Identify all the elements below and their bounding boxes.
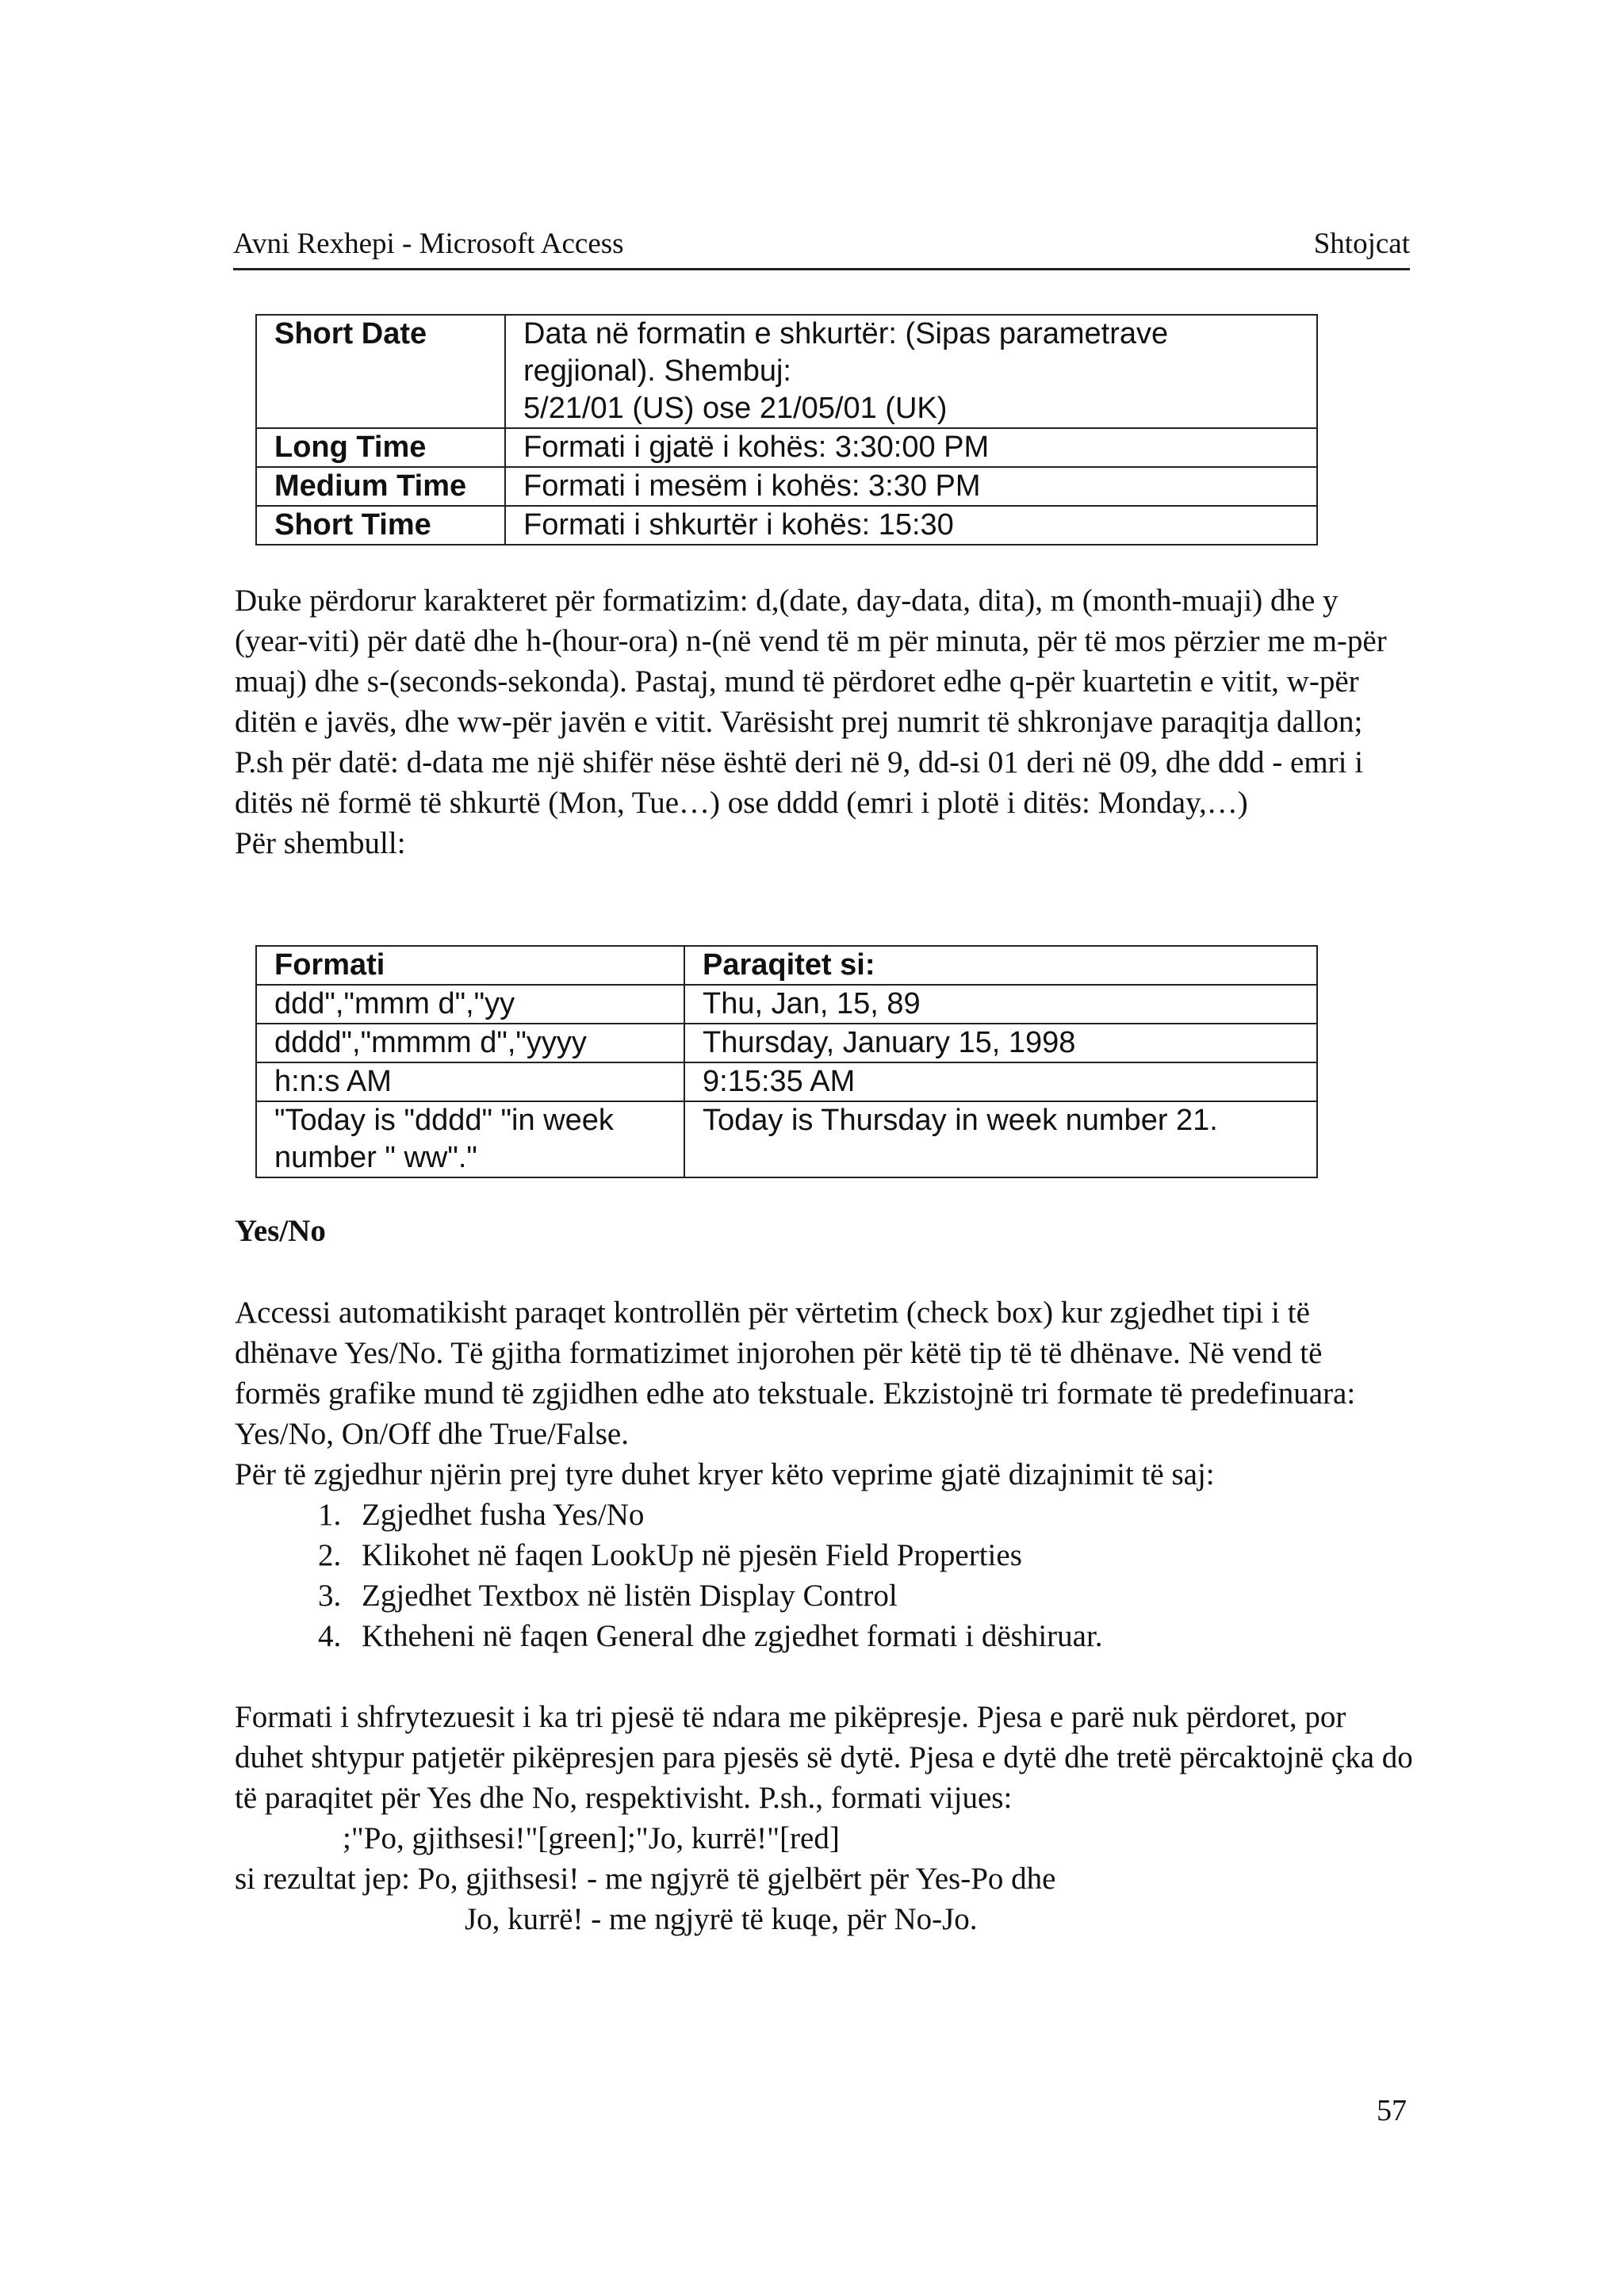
list-item: 1. Zgjedhet fusha Yes/No: [349, 1495, 1413, 1535]
table-row: [256, 1062, 1317, 1101]
table-cell: dddd","mmmm d","yyyy: [256, 1024, 684, 1062]
format-name: Long Time: [256, 428, 505, 467]
table-cell: Thu, Jan, 15, 89: [684, 985, 1317, 1024]
column-header: Paraqitet si:: [684, 946, 1317, 985]
header-section: Shtojcat: [1313, 228, 1410, 260]
table-row: [256, 315, 1317, 428]
format-description: Data në formatin e shkurtër: (Sipas parametrave regjional). Shembuj: 5/21/01 (US) ose 21/05/01 (UK): [505, 315, 1317, 428]
table-row: [256, 985, 1317, 1024]
list-item: 3. Zgjedhet Textbox në listën Display Control: [349, 1575, 1413, 1616]
column-header: Formati: [256, 946, 684, 985]
example-label: Për shembull:: [235, 826, 406, 860]
table-row: [256, 467, 1317, 506]
steps-list: [235, 1495, 1413, 1656]
list-item: 2. Klikohet në faqen LookUp në pjesën Field Properties: [349, 1535, 1413, 1575]
format-examples-table: [255, 945, 1318, 1178]
table-cell: 9:15:35 AM: [684, 1062, 1317, 1101]
table-cell: "Today is "dddd" "in week number " ww".": [256, 1101, 684, 1177]
table-cell: Thursday, January 15, 1998: [684, 1024, 1317, 1062]
user-format-paragraph: [235, 1697, 1413, 1939]
format-name: Short Date: [256, 315, 505, 428]
format-code: ;"Po, gjithsesi!"[green];"Jo, kurrë!"[red]: [343, 1821, 840, 1855]
yes-no-paragraph: [235, 1292, 1413, 1656]
table-cell: h:n:s AM: [256, 1062, 684, 1101]
header-title: Avni Rexhepi - Microsoft Access: [233, 228, 624, 260]
body-text: Për të zgjedhur njërin prej tyre duhet kryer këto veprime gjatë dizajnimit të saj:: [235, 1457, 1215, 1491]
body-text: Formati i shfrytezuesit i ka tri pjesë të ndara me pikëpresje. Pjesa e parë nuk përdoret, por duhet shtypur patjetër pikëpresjen para pjesës së dytë. Pjesa e dytë dhe tretë përcaktojnë çka do të paraqitet për Yes dhe No, respektivisht. P.sh., formati vijues:: [235, 1700, 1413, 1815]
format-description: Formati i shkurtër i kohës: 15:30: [505, 506, 1317, 545]
format-name: Medium Time: [256, 467, 505, 506]
table-row: [256, 1101, 1317, 1177]
page-header: [233, 224, 1410, 270]
table-row: [256, 1024, 1317, 1062]
formatting-characters-paragraph: [235, 580, 1413, 863]
table-cell: ddd","mmm d","yy: [256, 985, 684, 1024]
format-description: Formati i mesëm i kohës: 3:30 PM: [505, 467, 1317, 506]
section-heading: Yes/No: [235, 1214, 326, 1248]
table-row: [256, 428, 1317, 467]
date-time-formats-table: [255, 314, 1318, 545]
body-text: Duke përdorur karakteret për formatizim: d,(date, day-data, dita), m (month-muaji) dhe y (year-viti) për datë dhe h-(hour-ora) n-(në vend të m për minuta, për të mos përzier me m-për muaj) dhe s-(seconds-sekonda). Pastaj, mund të përdoret edhe q-për kuartetin e vitit, w-për ditën e javës, dhe ww-për javën e vitit. Varësisht prej numrit të shkronjave paraqitja dallon; P.sh për datë: d-data me një shifër nëse është deri në 9, dd-si 01 deri në 09, dhe ddd - emri i ditës në formë të shkurtë (Mon, Tue…) ose dddd (emri i plotë i ditës: Monday,…): [235, 584, 1387, 820]
result-line: Jo, kurrë! - me ngjyrë të kuqe, për No-Jo.: [465, 1902, 978, 1936]
list-item: 4. Ktheheni në faqen General dhe zgjedhet formati i dëshiruar.: [349, 1616, 1413, 1656]
table-row: [256, 506, 1317, 545]
format-description: Formati i gjatë i kohës: 3:30:00 PM: [505, 428, 1317, 467]
result-line: si rezultat jep: Po, gjithsesi! - me ngjyrë të gjelbërt për Yes-Po dhe: [235, 1862, 1056, 1896]
table-cell: Today is Thursday in week number 21.: [684, 1101, 1317, 1177]
body-text: Accessi automatikisht paraqet kontrollën për vërtetim (check box) kur zgjedhet tipi i të dhënave Yes/No. Të gjitha formatizimet injorohen për këtë tip të të dhënave. Në vend të formës grafike mund të zgjidhen edhe ato tekstuale. Ekzistojnë tri formate të predefinuara: Yes/No, On/Off dhe True/False.: [235, 1296, 1356, 1451]
page-number: 57: [1377, 2094, 1407, 2127]
format-name: Short Time: [256, 506, 505, 545]
table-header-row: [256, 946, 1317, 985]
